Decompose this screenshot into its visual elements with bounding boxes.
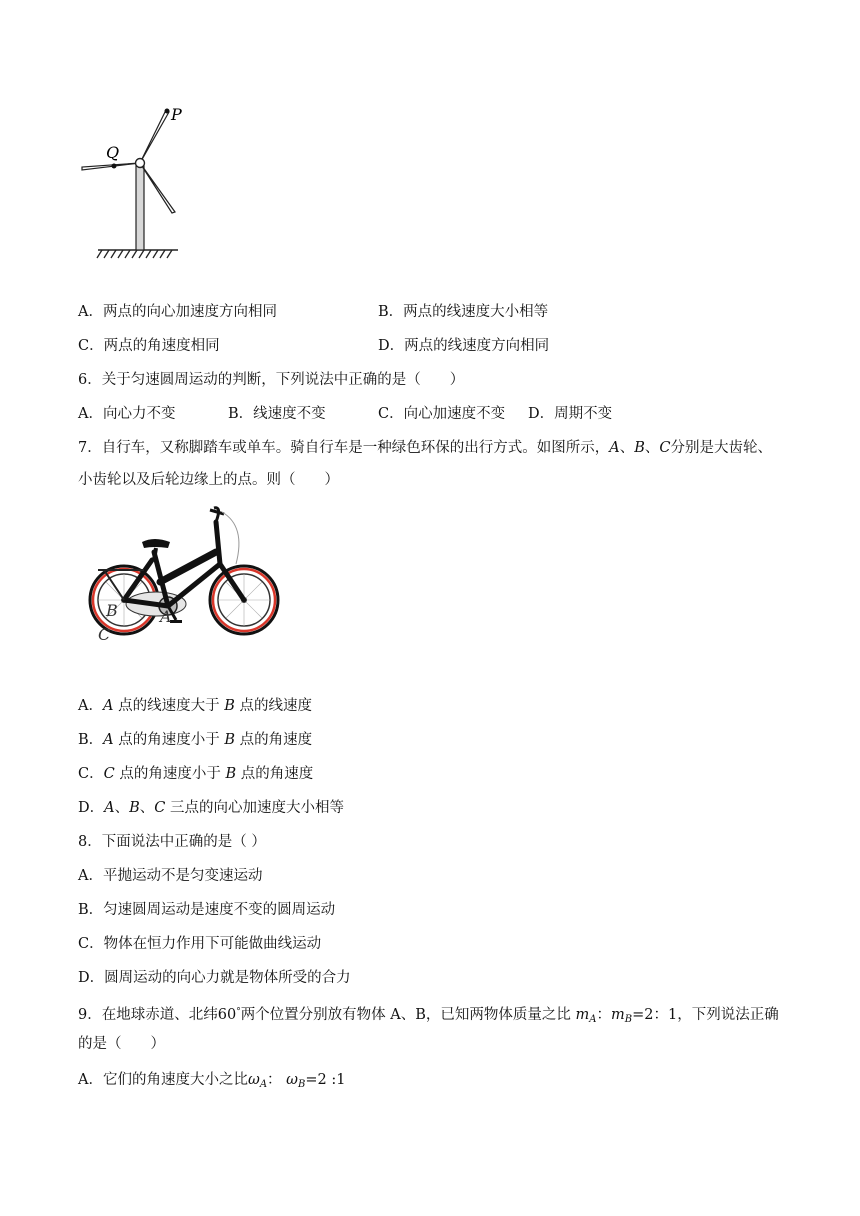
- q6-option-a: A．向心力不变: [78, 406, 176, 422]
- wind-turbine-figure: [76, 100, 216, 265]
- q8-option-a: A．平抛运动不是匀变速运动: [78, 868, 263, 884]
- q6-option-d: D．周期不变: [528, 406, 613, 422]
- q8-option-c: C．物体在恒力作用下可能做曲线运动: [78, 936, 322, 952]
- q7-option-a: A．A 点的线速度大于 B 点的线速度: [78, 698, 312, 714]
- q7-option-d: D．A、B、C 三点的向心加速度大小相等: [78, 800, 344, 816]
- q7-option-c: C．C 点的角速度小于 B 点的角速度: [78, 766, 314, 782]
- q8-stem: 8．下面说法中正确的是（ ）: [78, 834, 266, 850]
- q5-option-c: C．两点的角速度相同: [78, 338, 220, 354]
- q9-stem-line2: 的是（ ）: [78, 1036, 165, 1052]
- q5-option-a: A．两点的向心加速度方向相同: [78, 304, 277, 320]
- bicycle-figure: [84, 502, 290, 644]
- q7-option-b: B．A 点的角速度小于 B 点的角速度: [78, 732, 313, 748]
- q7-stem-line1: 7．自行车，又称脚踏车或单车。骑自行车是一种绿色环保的出行方式。如图所示，A、B、C分别是大齿轮、: [78, 440, 772, 456]
- point-b-label: B: [106, 601, 118, 620]
- q8-option-b: B．匀速圆周运动是速度不变的圆周运动: [78, 902, 336, 918]
- q9-option-a: A．它们的角速度大小之比$\omega_A$： $\omega_B=2$ :1: [78, 1072, 346, 1090]
- q6-option-b: B．线速度不变: [228, 406, 326, 422]
- point-a-label: A: [160, 607, 172, 626]
- point-c-label: C: [98, 625, 111, 644]
- q7-stem-line2: 小齿轮以及后轮边缘上的点。则（ ）: [78, 472, 339, 488]
- point-p-label: P: [171, 105, 182, 124]
- q6-option-c: C．向心加速度不变: [378, 406, 506, 422]
- q9-stem-line1: 9．在地球赤道、北纬60°两个位置分别放有物体 A、B，已知两物体质量之比 $m_A$：$m_B=2$：1，下列说法正确: [78, 1007, 779, 1025]
- q6-stem: 6．关于匀速圆周运动的判断，下列说法中正确的是（ ）: [78, 372, 465, 388]
- q8-option-d: D．圆周运动的向心力就是物体所受的合力: [78, 970, 351, 986]
- q5-option-d: D．两点的线速度方向相同: [378, 338, 550, 354]
- point-q-label: Q: [106, 143, 120, 162]
- q5-option-b: B．两点的线速度大小相等: [378, 304, 549, 320]
